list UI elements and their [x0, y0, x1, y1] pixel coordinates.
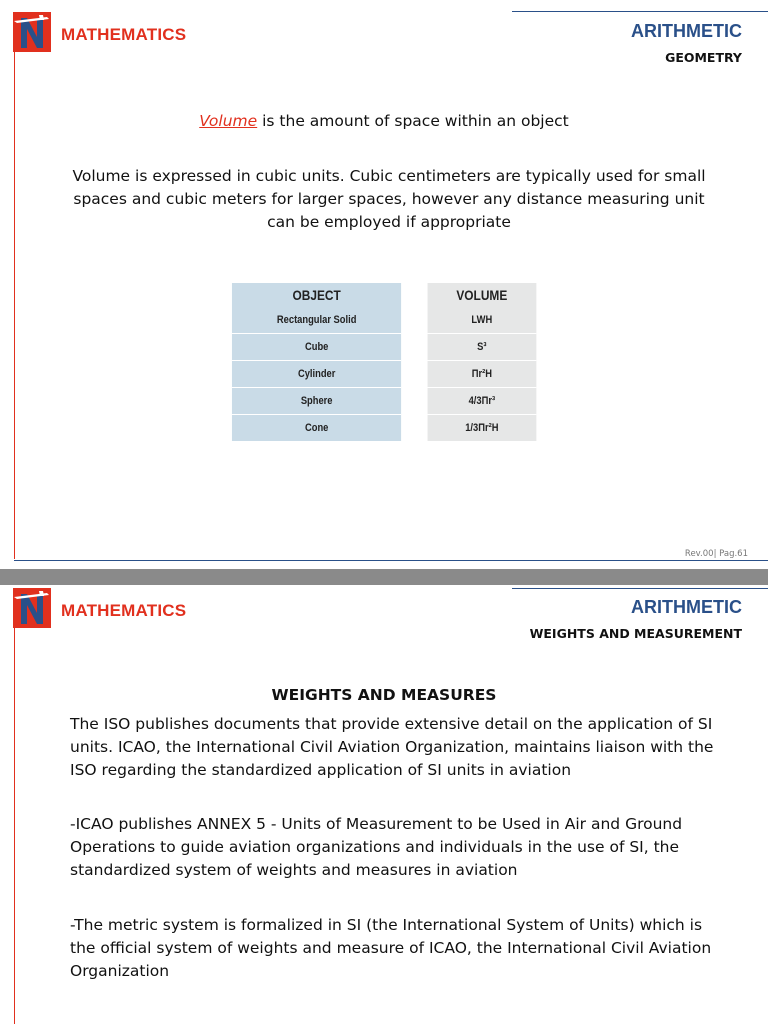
volume-explanation: Volume is expressed in cubic units. Cubic centimeters are typically used for small spaces and cubic meters for larger spaces, however any distance measuring unit can be employed if appropriate: [72, 167, 706, 231]
table-header-row: [217, 283, 546, 307]
paragraph-iso: The ISO publishes documents that provide extensive detail on the application of SI units. ICAO, the International Civil Aviation Organization, maintains liaison with the ISO regarding the standardized application of SI units in aviation: [70, 715, 714, 779]
slide-weights-measurement: [0, 585, 768, 1024]
volume-table: [215, 283, 548, 441]
formula-cell: Πr²H: [428, 360, 537, 387]
table-row: [217, 387, 546, 414]
section-title: ARITHMETIC: [631, 597, 742, 617]
table-row: [217, 333, 546, 360]
paragraph-annex5: -ICAO publishes ANNEX 5 - Units of Measurement to be Used in Air and Ground Operations to guide aviation organizations and individuals in the use of SI, the standardized system of weights and measures in aviation: [70, 815, 683, 879]
table-row: [217, 414, 546, 441]
n-aircraft-logo-icon: [13, 588, 51, 628]
object-cell: Cube: [232, 333, 401, 360]
column-header-object: OBJECT: [232, 283, 401, 307]
page-heading: WEIGHTS AND MEASURES: [271, 686, 497, 704]
definition-term: Volume: [199, 112, 258, 130]
paragraph-metric: -The metric system is formalized in SI (the International System of Units) which is the official system of weights and measure of ICAO, the International Civil Aviation Organization: [70, 916, 712, 980]
object-cell: Rectangular Solid: [232, 307, 401, 333]
header-rule: [512, 588, 768, 589]
formula-cell: S³: [428, 333, 537, 360]
left-accent-line: [14, 625, 15, 1024]
table-row: [217, 307, 546, 333]
column-header-volume: VOLUME: [428, 283, 537, 307]
section-title: ARITHMETIC: [631, 21, 742, 41]
page-footer: Rev.00| Pag.61: [684, 549, 748, 559]
header-rule: [512, 11, 768, 12]
footer-rule: [14, 560, 768, 561]
volume-definition: [0, 110, 768, 133]
section-subtitle: WEIGHTS AND MEASUREMENT: [529, 626, 742, 641]
object-cell: Cylinder: [232, 360, 401, 387]
brand-title: MATHEMATICS: [61, 25, 187, 44]
table-row: [217, 360, 546, 387]
brand-title: MATHEMATICS: [61, 601, 187, 620]
n-aircraft-logo-icon: [13, 12, 51, 52]
formula-cell: 4/3Πr³: [428, 387, 537, 414]
object-cell: Sphere: [232, 387, 401, 414]
section-subtitle: GEOMETRY: [665, 50, 742, 65]
object-cell: Cone: [232, 414, 401, 441]
formula-cell: LWH: [428, 307, 537, 333]
definition-text: is the amount of space within an object: [257, 112, 569, 130]
formula-cell: 1/3Πr²H: [428, 414, 537, 441]
